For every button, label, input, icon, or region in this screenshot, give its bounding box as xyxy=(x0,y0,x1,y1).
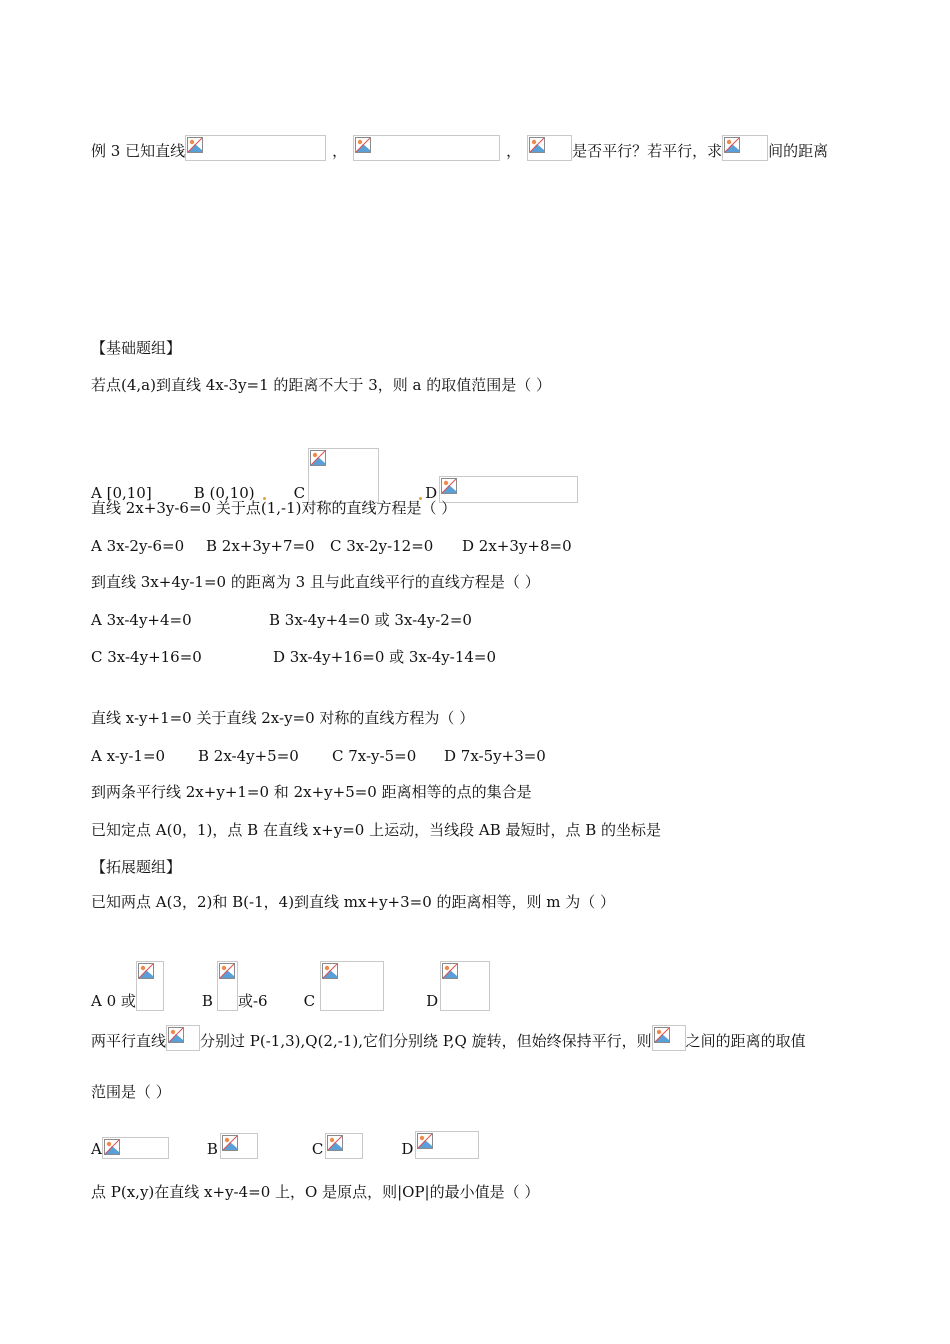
broken-image-icon xyxy=(724,137,740,153)
formula-image xyxy=(353,135,500,161)
broken-image-icon xyxy=(138,963,154,979)
broken-image-icon xyxy=(222,1135,238,1151)
question-1-options xyxy=(91,448,578,503)
q8-mid: 分别过 P(-1,3),Q(2,-1),它们分别绕 P,Q 旋转，但始终保持平行，则 xyxy=(200,1032,652,1050)
broken-image-icon xyxy=(322,963,338,979)
broken-image-icon xyxy=(187,137,203,153)
question-8 xyxy=(91,1025,806,1051)
formula-image xyxy=(527,135,572,161)
q4-option-b: B 2x-4y+5=0 xyxy=(198,747,299,765)
broken-image-icon xyxy=(219,963,235,979)
formula-image xyxy=(440,961,490,1011)
option-a: A [0,10] xyxy=(91,484,152,502)
formula-image xyxy=(136,961,164,1011)
broken-image-icon xyxy=(310,450,326,466)
broken-image-icon xyxy=(442,963,458,979)
q4-option-d: D 7x-5y+3=0 xyxy=(444,747,546,765)
question-4: 直线 x-y+1=0 关于直线 2x-y=0 对称的直线方程为（ ） xyxy=(91,709,475,727)
formula-image xyxy=(415,1131,479,1159)
question-8-line-2: 范围是（ ） xyxy=(91,1083,171,1101)
option-b-suffix: 或-6 xyxy=(237,992,268,1010)
question-2: 直线 2x+3y-6=0 关于点(1,-1)对称的直线方程是（ ） xyxy=(91,499,457,517)
basic-group-header: 【基础题组】 xyxy=(91,339,182,357)
formula-image xyxy=(722,135,768,161)
question-6: 已知定点 A(0，1)，点 B 在直线 x+y=0 上运动，当线段 AB 最短时，点 B 的坐标是 xyxy=(91,821,662,839)
formula-image xyxy=(439,476,578,503)
option-b: B xyxy=(201,992,213,1010)
question-7-options xyxy=(91,961,490,1011)
option-b: B (0,10) xyxy=(193,484,255,502)
formula-image xyxy=(308,448,379,503)
option-b: B xyxy=(206,1140,218,1158)
option-a: A xyxy=(91,1140,102,1158)
formula-image xyxy=(652,1025,686,1051)
q2-option-d: D 2x+3y+8=0 xyxy=(462,537,572,555)
question-8-options xyxy=(91,1131,479,1159)
formula-image xyxy=(166,1025,200,1051)
formula-image xyxy=(220,1133,258,1159)
q2-option-a: A 3x-2y-6=0 xyxy=(91,537,185,555)
example-prefix: 例 3 已知直线 xyxy=(91,142,186,160)
question-9: 点 P(x,y)在直线 x+y-4=0 上，O 是原点，则|OP|的最小值是（ ） xyxy=(91,1183,540,1201)
q2-option-b: B 2x+3y+7=0 xyxy=(206,537,315,555)
question-7: 已知两点 A(3，2)和 B(-1，4)到直线 mx+y+3=0 的距离相等，则 m 为（ ） xyxy=(91,893,616,911)
q3-option-c: C 3x-4y+16=0 xyxy=(91,648,202,666)
option-c: C xyxy=(303,992,316,1010)
option-d: D xyxy=(425,484,438,502)
option-d: D xyxy=(401,1140,414,1158)
option-c: C xyxy=(311,1140,324,1158)
option-d: D xyxy=(426,992,439,1010)
extension-group-header: 【拓展题组】 xyxy=(91,858,182,876)
example-suffix: 间的距离 xyxy=(768,142,829,160)
question-1: 若点(4,a)到直线 4x-3y=1 的距离不大于 3，则 a 的取值范围是（ ） xyxy=(91,376,551,394)
q3-option-d: D 3x-4y+16=0 或 3x-4y-14=0 xyxy=(273,648,497,666)
q4-option-a: A x-y-1=0 xyxy=(91,747,166,765)
option-c: C xyxy=(293,484,306,502)
q4-option-c: C 7x-y-5=0 xyxy=(332,747,417,765)
q3-option-b: B 3x-4y+4=0 或 3x-4y-2=0 xyxy=(269,611,472,629)
formula-image xyxy=(102,1137,169,1159)
formula-image xyxy=(185,135,326,161)
broken-image-icon xyxy=(441,478,457,494)
example-sep-1: ， xyxy=(332,142,348,160)
option-a: A 0 或 xyxy=(91,992,136,1010)
broken-image-icon xyxy=(417,1133,433,1149)
broken-image-icon xyxy=(654,1027,670,1043)
q3-option-a: A 3x-4y+4=0 xyxy=(91,611,192,629)
question-3: 到直线 3x+4y-1=0 的距离为 3 且与此直线平行的直线方程是（ ） xyxy=(91,573,540,591)
broken-image-icon xyxy=(529,137,545,153)
example-3-line xyxy=(91,135,828,161)
q8-suffix: 之间的距离的取值 xyxy=(685,1032,806,1050)
question-5: 到两条平行线 2x+y+1=0 和 2x+y+5=0 距离相等的点的集合是 xyxy=(91,783,532,801)
formula-image xyxy=(217,961,238,1011)
q2-option-c: C 3x-2y-12=0 xyxy=(330,537,434,555)
formula-image xyxy=(320,961,384,1011)
broken-image-icon xyxy=(104,1139,120,1155)
broken-image-icon xyxy=(168,1027,184,1043)
broken-image-icon xyxy=(327,1135,343,1151)
q8-prefix: 两平行直线 xyxy=(91,1032,167,1050)
formula-image xyxy=(325,1133,363,1159)
broken-image-icon xyxy=(355,137,371,153)
example-sep-2: ， xyxy=(506,142,522,160)
example-mid: 是否平行？若平行，求 xyxy=(572,142,723,160)
